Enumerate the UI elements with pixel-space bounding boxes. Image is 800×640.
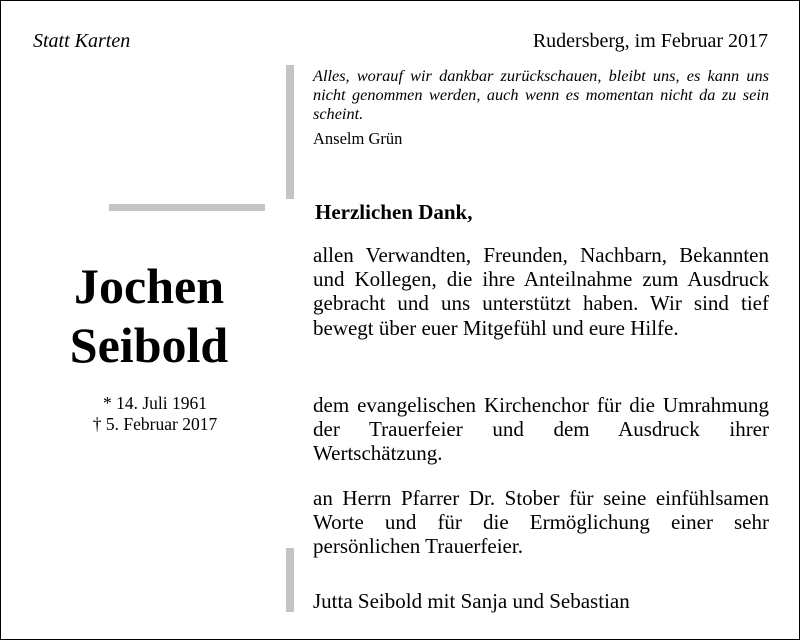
deceased-last-name: Seibold: [69, 317, 229, 373]
quote-author: Anselm Grün: [313, 129, 403, 148]
decorative-vertical-bar-bottom: [286, 548, 294, 612]
header-note: Statt Karten: [33, 30, 131, 52]
deceased-first-name: Jochen: [74, 258, 224, 314]
thanks-paragraph: dem evangelischen Kirchenchor für die Umrahmung der Trauerfeier und dem Ausdruck ihrer Wertschätzung.: [313, 393, 769, 466]
thanks-heading: Herzlichen Dank,: [315, 200, 473, 224]
signature: Jutta Seibold mit Sanja und Sebastian: [313, 589, 630, 613]
thanks-paragraph: allen Verwandten, Freunden, Nachbarn, Bekannten und Kollegen, die ihre Anteilnahme zum Ausdruck gebracht und uns unterstützt haben. Wir sind tief bewegt über euer Mitgefühl und eure Hilfe.: [313, 243, 769, 340]
quote-text: Alles, worauf wir dankbar zurückschauen, bleibt uns, es kann uns nicht genommen werden, auch wenn es momentan nicht da zu sein scheint.: [313, 66, 769, 123]
decorative-vertical-bar-top: [286, 65, 294, 199]
thanks-paragraph: an Herrn Pfarrer Dr. Stober für seine einfühlsamen Worte und für die Ermöglichung einer sehr persönlichen Trauerfeier.: [313, 486, 769, 559]
birth-date: * 14. Juli 1961: [102, 393, 208, 413]
place-date: Rudersberg, im Februar 2017: [532, 30, 768, 52]
decorative-horizontal-bar: [109, 204, 265, 211]
death-date: † 5. Februar 2017: [92, 414, 218, 434]
